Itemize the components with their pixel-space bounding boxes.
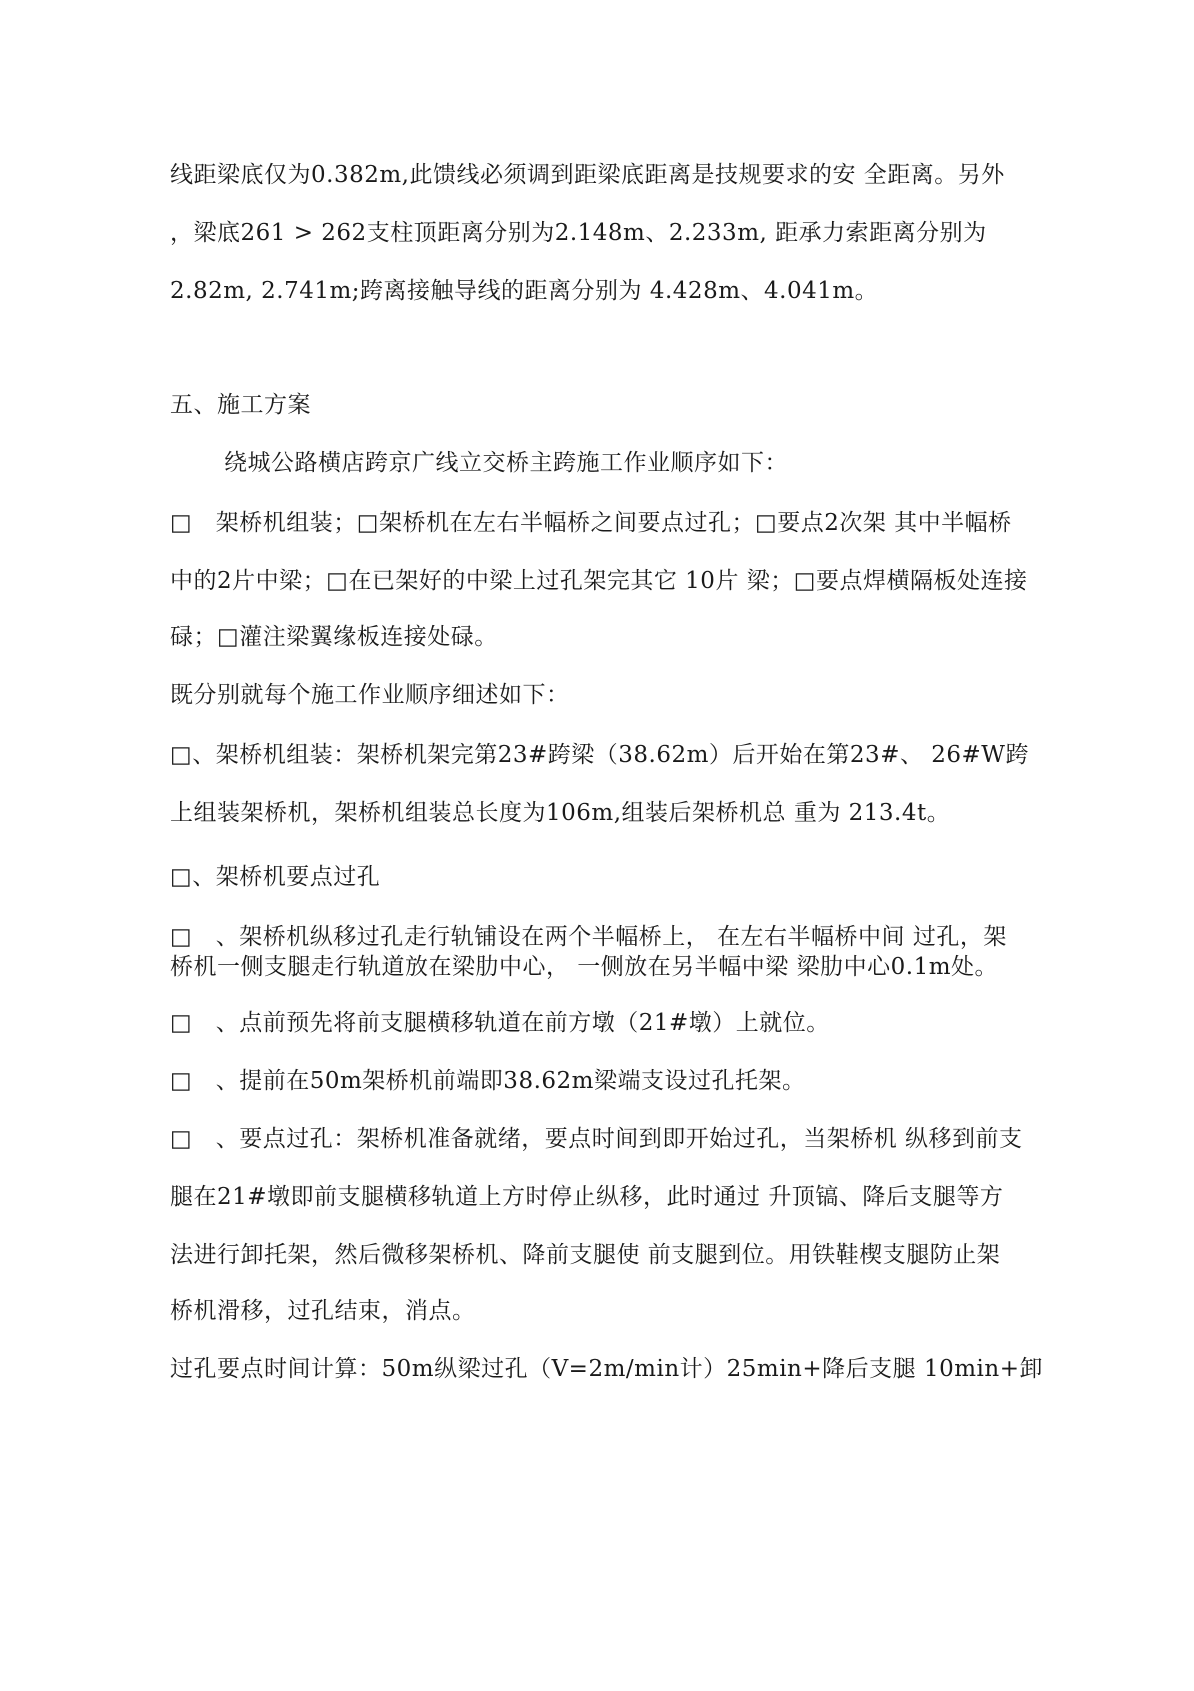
text-line: 2.82m, 2.741m;跨离接触导线的距离分别为 4.428m、4.041m。 xyxy=(170,278,879,304)
text-line: 上组装架桥机，架桥机组装总长度为106m,组装后架桥机总 重为 213.4t。 xyxy=(170,800,951,826)
text-line: 腿在21#墩即前支腿横移轨道上方时停止纵移，此时通过 升顶镐、降后支腿等方 xyxy=(170,1184,1004,1210)
section-heading: 五、施工方案 xyxy=(170,392,311,418)
text-line: □、架桥机要点过孔 xyxy=(170,864,381,890)
text-line: 中的2片中梁；□在已架好的中梁上过孔架完其它 10片 梁；□要点焊横隔板处连接 xyxy=(170,568,1028,594)
text-line: 桥机滑移，过孔结束，消点。 xyxy=(170,1298,476,1324)
text-line: 绕城公路横店跨京广线立交桥主跨施工作业顺序如下： xyxy=(224,450,788,476)
text-line: □ 、提前在50m架桥机前端即38.62m梁端支设过孔托架。 xyxy=(170,1068,806,1094)
text-line: 线距梁底仅为0.382m,此馈线必须调到距梁底距离是技规要求的安 全距离。另外 xyxy=(170,162,1005,188)
text-line: □ 架桥机组装；□架桥机在左右半幅桥之间要点过孔；□要点2次架 其中半幅桥 xyxy=(170,510,1012,536)
text-line: □ 、点前预先将前支腿横移轨道在前方墩（21#墩）上就位。 xyxy=(170,1010,830,1036)
text-line: 过孔要点时间计算：50m纵梁过孔（V=2m/min计）25min+降后支腿 10min+卸 xyxy=(170,1356,1043,1382)
text-line: ，梁底261 > 262支柱顶距离分别为2.148m、2.233m, 距承力索距离分别为 xyxy=(170,220,987,246)
text-line: 法进行卸托架，然后微移架桥机、降前支腿使 前支腿到位。用铁鞋楔支腿防止架 xyxy=(170,1242,1001,1268)
text-line: □ 、架桥机纵移过孔走行轨铺设在两个半幅桥上， 在左右半幅桥中间 过孔，架 xyxy=(170,924,1007,950)
text-line: 桥机一侧支腿走行轨道放在梁肋中心， 一侧放在另半幅中梁 梁肋中心0.1m处。 xyxy=(170,954,999,980)
text-line: 既分别就每个施工作业顺序细述如下： xyxy=(170,682,570,708)
text-line: □ 、要点过孔：架桥机准备就绪，要点时间到即开始过孔，当架桥机 纵移到前支 xyxy=(170,1126,1023,1152)
text-line: 碌；□灌注梁翼缘板连接处碌。 xyxy=(170,624,498,650)
text-line: □、架桥机组装：架桥机架完第23#跨梁（38.62m）后开始在第23#、 26#W跨 xyxy=(170,742,1029,768)
